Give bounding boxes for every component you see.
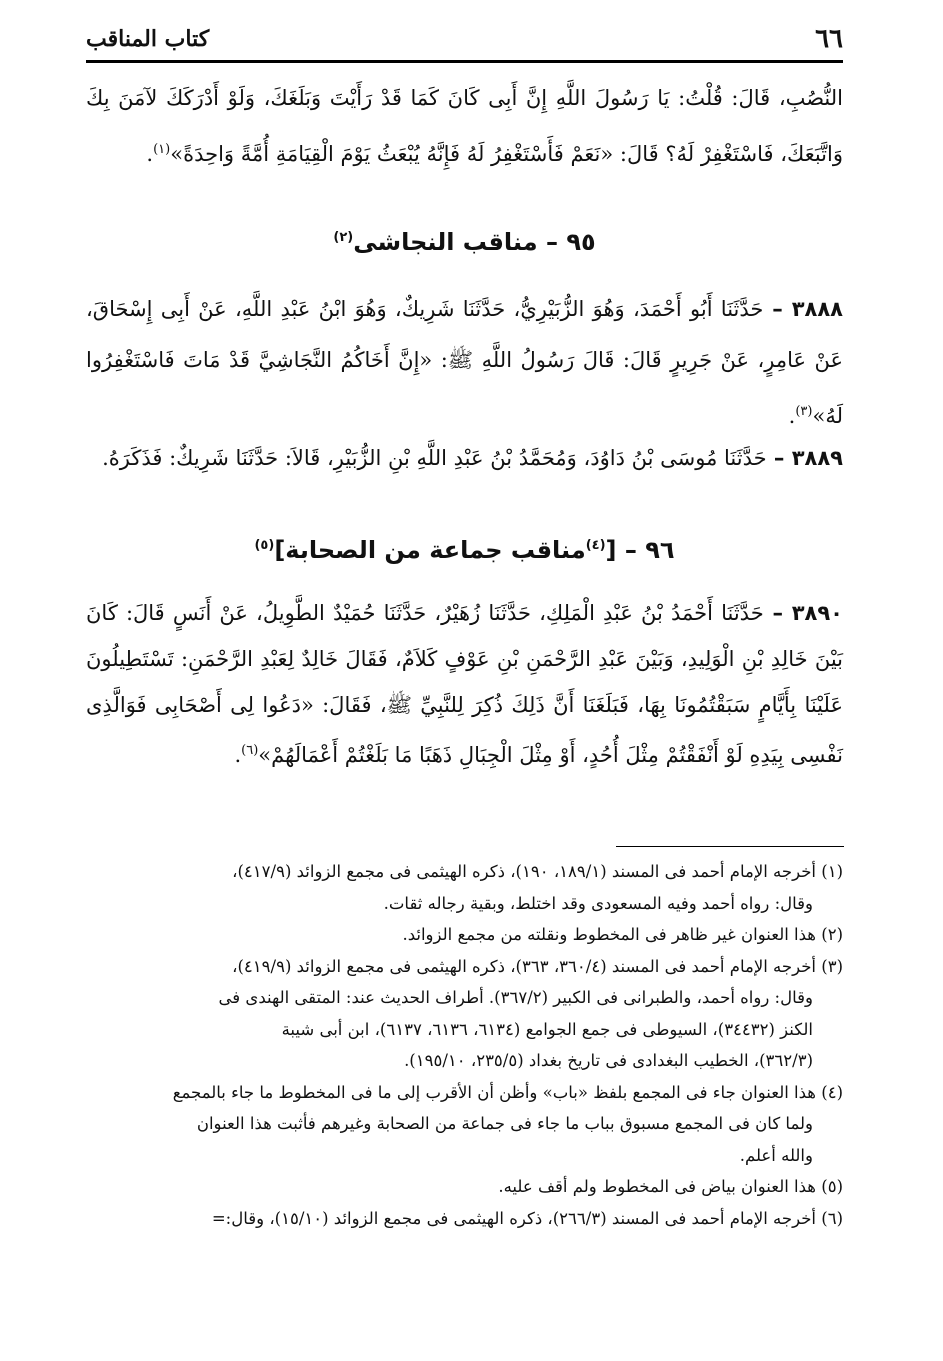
footnote-1: (١) أخرجه الإمام أحمد فى المسند (١٨٩/١، ١٩٠)، ذكره الهيثمى فى مجمع الزوائد (٤١٧/٩)، (232, 862, 843, 881)
heading-title: ٩٥ – مناقب النجاشى (353, 228, 596, 256)
footnote-4-cont: ولما كان فى المجمع مسبوق بباب ما جاء فى جماعة من الصحابة وغيرهم فأثبت هذا العنوان (196, 1114, 813, 1133)
footnote-ref: (٥) (254, 538, 275, 553)
footnote-1-cont: وقال: رواه أحمد وفيه المسعودى وقد اختلط، وبقية رجاله ثقات. (383, 893, 813, 913)
footnote-ref: (١) (153, 142, 171, 157)
footnote-ref: (٢) (333, 230, 354, 245)
footnote-3-cont: الكنز (٣٤٤٣٢)، السيوطى فى جمع الجوامع (٦١٣٤، ٦١٣٦، ٦١٣٧)، ابن أبى شيبة (281, 1019, 813, 1039)
hadith-text: حَدَّثَنَا أَبُو أَحْمَدَ، وَهُوَ الزُّبَيْرِيُّ، حَدَّثَنَا شَرِيكٌ، وَهُوَ ابْنُ عَبْدِ اللَّهِ، عَنْ أَبِى إِسْحَاقَ، عَنْ عَامِرٍ، عَنْ جَرِيرٍ قَالَ: قَالَ رَسُولُ اللَّهِ ﷺ: «إِنَّ أَخَاكُمُ النَّجَاشِيَّ قَدْ مَاتَ فَاسْتَغْفِرُوا لَهُ» (86, 297, 843, 428)
footnote-3-cont: وقال: رواه أحمد، والطبرانى فى الكبير (٣٦٧/٢). أطراف الحديث عند: المتقى الهندى فى (218, 988, 813, 1007)
section-heading-96 (86, 536, 843, 564)
footnote-4: (٤) هذا العنوان جاء فى المجمع بلفظ «باب» وأظن أن الأقرب إلى ما فى المخطوط ما جاء بالمجمع (172, 1082, 843, 1102)
hadith-number: ٣٨٨٩ – (766, 446, 843, 470)
footnote-3: (٣) أخرجه الإمام أحمد فى المسند (٣٦٠/٤، ٣٦٣)، ذكره الهيثمى فى مجمع الزوائد (٤١٩/٩)، (232, 956, 843, 976)
intro-paragraph: النُّصُبِ، قَالَ: قُلْتُ: يَا رَسُولَ اللَّهِ إِنَّ أَبِى كَانَ كَمَا قَدْ رَأَيْتَ وَبَلَغَكَ، وَلَوْ أَدْرَكَكَ لآمَنَ بِكَ وَاتَّبَعَكَ، فَاسْتَغْفِرْ لَهُ؟ قَالَ: «نَعَمْ فَأَسْتَغْفِرُ لَهُ فَإِنَّهُ يُبْعَثُ يَوْمَ الْقِيَامَةِ أُمَّةً وَاحِدَةً»$^{(١)}$. (86, 86, 843, 166)
heading-prefix: ٩٦ – [ (605, 536, 675, 564)
hadith-number: ٣٨٨٨ – (763, 297, 843, 321)
section-heading-95 (86, 228, 843, 256)
hadith-3889 (86, 433, 843, 483)
footnote-ref: (٣) (795, 404, 813, 419)
page-number: ٦٦ (815, 24, 843, 54)
hadith-3888: ٣٨٨٨ – حَدَّثَنَا أَبُو أَحْمَدَ، وَهُوَ الزُّبَيْرِيُّ، حَدَّثَنَا شَرِيكٌ، وَهُوَ ابْنُ عَبْدِ اللَّهِ، عَنْ أَبِى إِسْحَاقَ، عَنْ عَامِرٍ، عَنْ جَرِيرٍ قَالَ: قَالَ رَسُولُ اللَّهِ ﷺ: «إِنَّ أَخَاكُمُ النَّجَاشِيَّ قَدْ مَاتَ فَاسْتَغْفِرُوا لَهُ»$^{(٣)}$. (86, 297, 843, 428)
footnote-3-cont: (٣٦٢/٣)، الخطيب البغدادى فى تاريخ بغداد (٢٣٥/٥، ١٩٥/١٠). (404, 1051, 813, 1070)
hadith-3890: ٣٨٩٠ – حَدَّثَنَا أَحْمَدُ بْنُ عَبْدِ الْمَلِكِ، حَدَّثَنَا زُهَيْرٌ، حَدَّثَنَا حُمَيْدٌ الطَّوِيلُ، عَنْ أَنَسٍ قَالَ: كَانَ بَيْنَ خَالِدِ بْنِ الْوَلِيدِ، وَبَيْنَ عَبْدِ الرَّحْمَنِ بْنِ عَوْفٍ كَلاَمٌ، فَقَالَ خَالِدٌ لِعَبْدِ الرَّحْمَنِ: تَسْتَطِيلُونَ عَلَيْنَا بِأَيَّامٍ سَبَقْتُمُونَا بِهَا، فَبَلَغَنَا أَنَّ ذَلِكَ ذُكِرَ لِلنَّبِيِّ ﷺ، فَقَالَ: «دَعُوا لِى أَصْحَابِى فَوَالَّذِى نَفْسِى بِيَدِهِ لَوْ أَنْفَقْتُمْ مِثْلَ أُحُدٍ، أَوْ مِثْلَ الْجِبَالِ ذَهَبًا مَا بَلَغْتُمْ أَعْمَالَهُمْ»$^{(٦)}$. (86, 601, 843, 767)
header-rule (86, 60, 843, 63)
footnotes (86, 856, 843, 1234)
page-header (86, 22, 843, 62)
heading-title: مناقب جماعة من الصحابة] (274, 536, 586, 564)
book-title: كتاب المناقب (86, 26, 210, 52)
footnote-2: (٢) هذا العنوان غير ظاهر فى المخطوط ونقلته من مجمع الزوائد. (402, 925, 843, 944)
hadith-text: حَدَّثَنَا مُوسَى بْنُ دَاوُدَ، وَمُحَمَّدُ بْنُ عَبْدِ اللَّهِ بْنِ الزُّبَيْرِ، قَالاَ: حَدَّثَنَا شَرِيكٌ: فَذَكَرَهُ. (102, 446, 767, 470)
footnote-separator (616, 846, 844, 847)
footnote-ref: (٦) (241, 743, 259, 758)
intro-text: النُّصُبِ، قَالَ: قُلْتُ: يَا رَسُولَ اللَّهِ إِنَّ أَبِى كَانَ كَمَا قَدْ رَأَيْتَ وَبَلَغَكَ، وَلَوْ أَدْرَكَكَ لآمَنَ بِكَ وَاتَّبَعَكَ، فَاسْتَغْفِرْ لَهُ؟ قَالَ: «نَعَمْ فَأَسْتَغْفِرُ لَهُ فَإِنَّهُ يُبْعَثُ يَوْمَ الْقِيَامَةِ أُمَّةً وَاحِدَةً» (86, 86, 843, 166)
footnote-4-cont: والله أعلم. (739, 1145, 813, 1165)
footnote-6: (٦) أخرجه الإمام أحمد فى المسند (٢٦٦/٣)، ذكره الهيثمى فى مجمع الزوائد (١٥/١٠)، وقال:= (211, 1208, 843, 1228)
footnote-5: (٥) هذا العنوان بياض فى المخطوط ولم أقف عليه. (498, 1177, 843, 1196)
hadith-number: ٣٨٩٠ – (763, 601, 843, 625)
footnote-ref: (٤) (585, 538, 606, 553)
hadith-text: حَدَّثَنَا أَحْمَدُ بْنُ عَبْدِ الْمَلِكِ، حَدَّثَنَا زُهَيْرٌ، حَدَّثَنَا حُمَيْدٌ الطَّوِيلُ، عَنْ أَنَسٍ قَالَ: كَانَ بَيْنَ خَالِدِ بْنِ الْوَلِيدِ، وَبَيْنَ عَبْدِ الرَّحْمَنِ بْنِ عَوْفٍ كَلاَمٌ، فَقَالَ خَالِدٌ لِعَبْدِ الرَّحْمَنِ: تَسْتَطِيلُونَ عَلَيْنَا بِأَيَّامٍ سَبَقْتُمُونَا بِهَا، فَبَلَغَنَا أَنَّ ذَلِكَ ذُكِرَ لِلنَّبِيِّ ﷺ، فَقَالَ: «دَعُوا لِى أَصْحَابِى فَوَالَّذِى نَفْسِى بِيَدِهِ لَوْ أَنْفَقْتُمْ مِثْلَ أُحُدٍ، أَوْ مِثْلَ الْجِبَالِ ذَهَبًا مَا بَلَغْتُمْ أَعْمَالَهُمْ» (86, 601, 843, 767)
